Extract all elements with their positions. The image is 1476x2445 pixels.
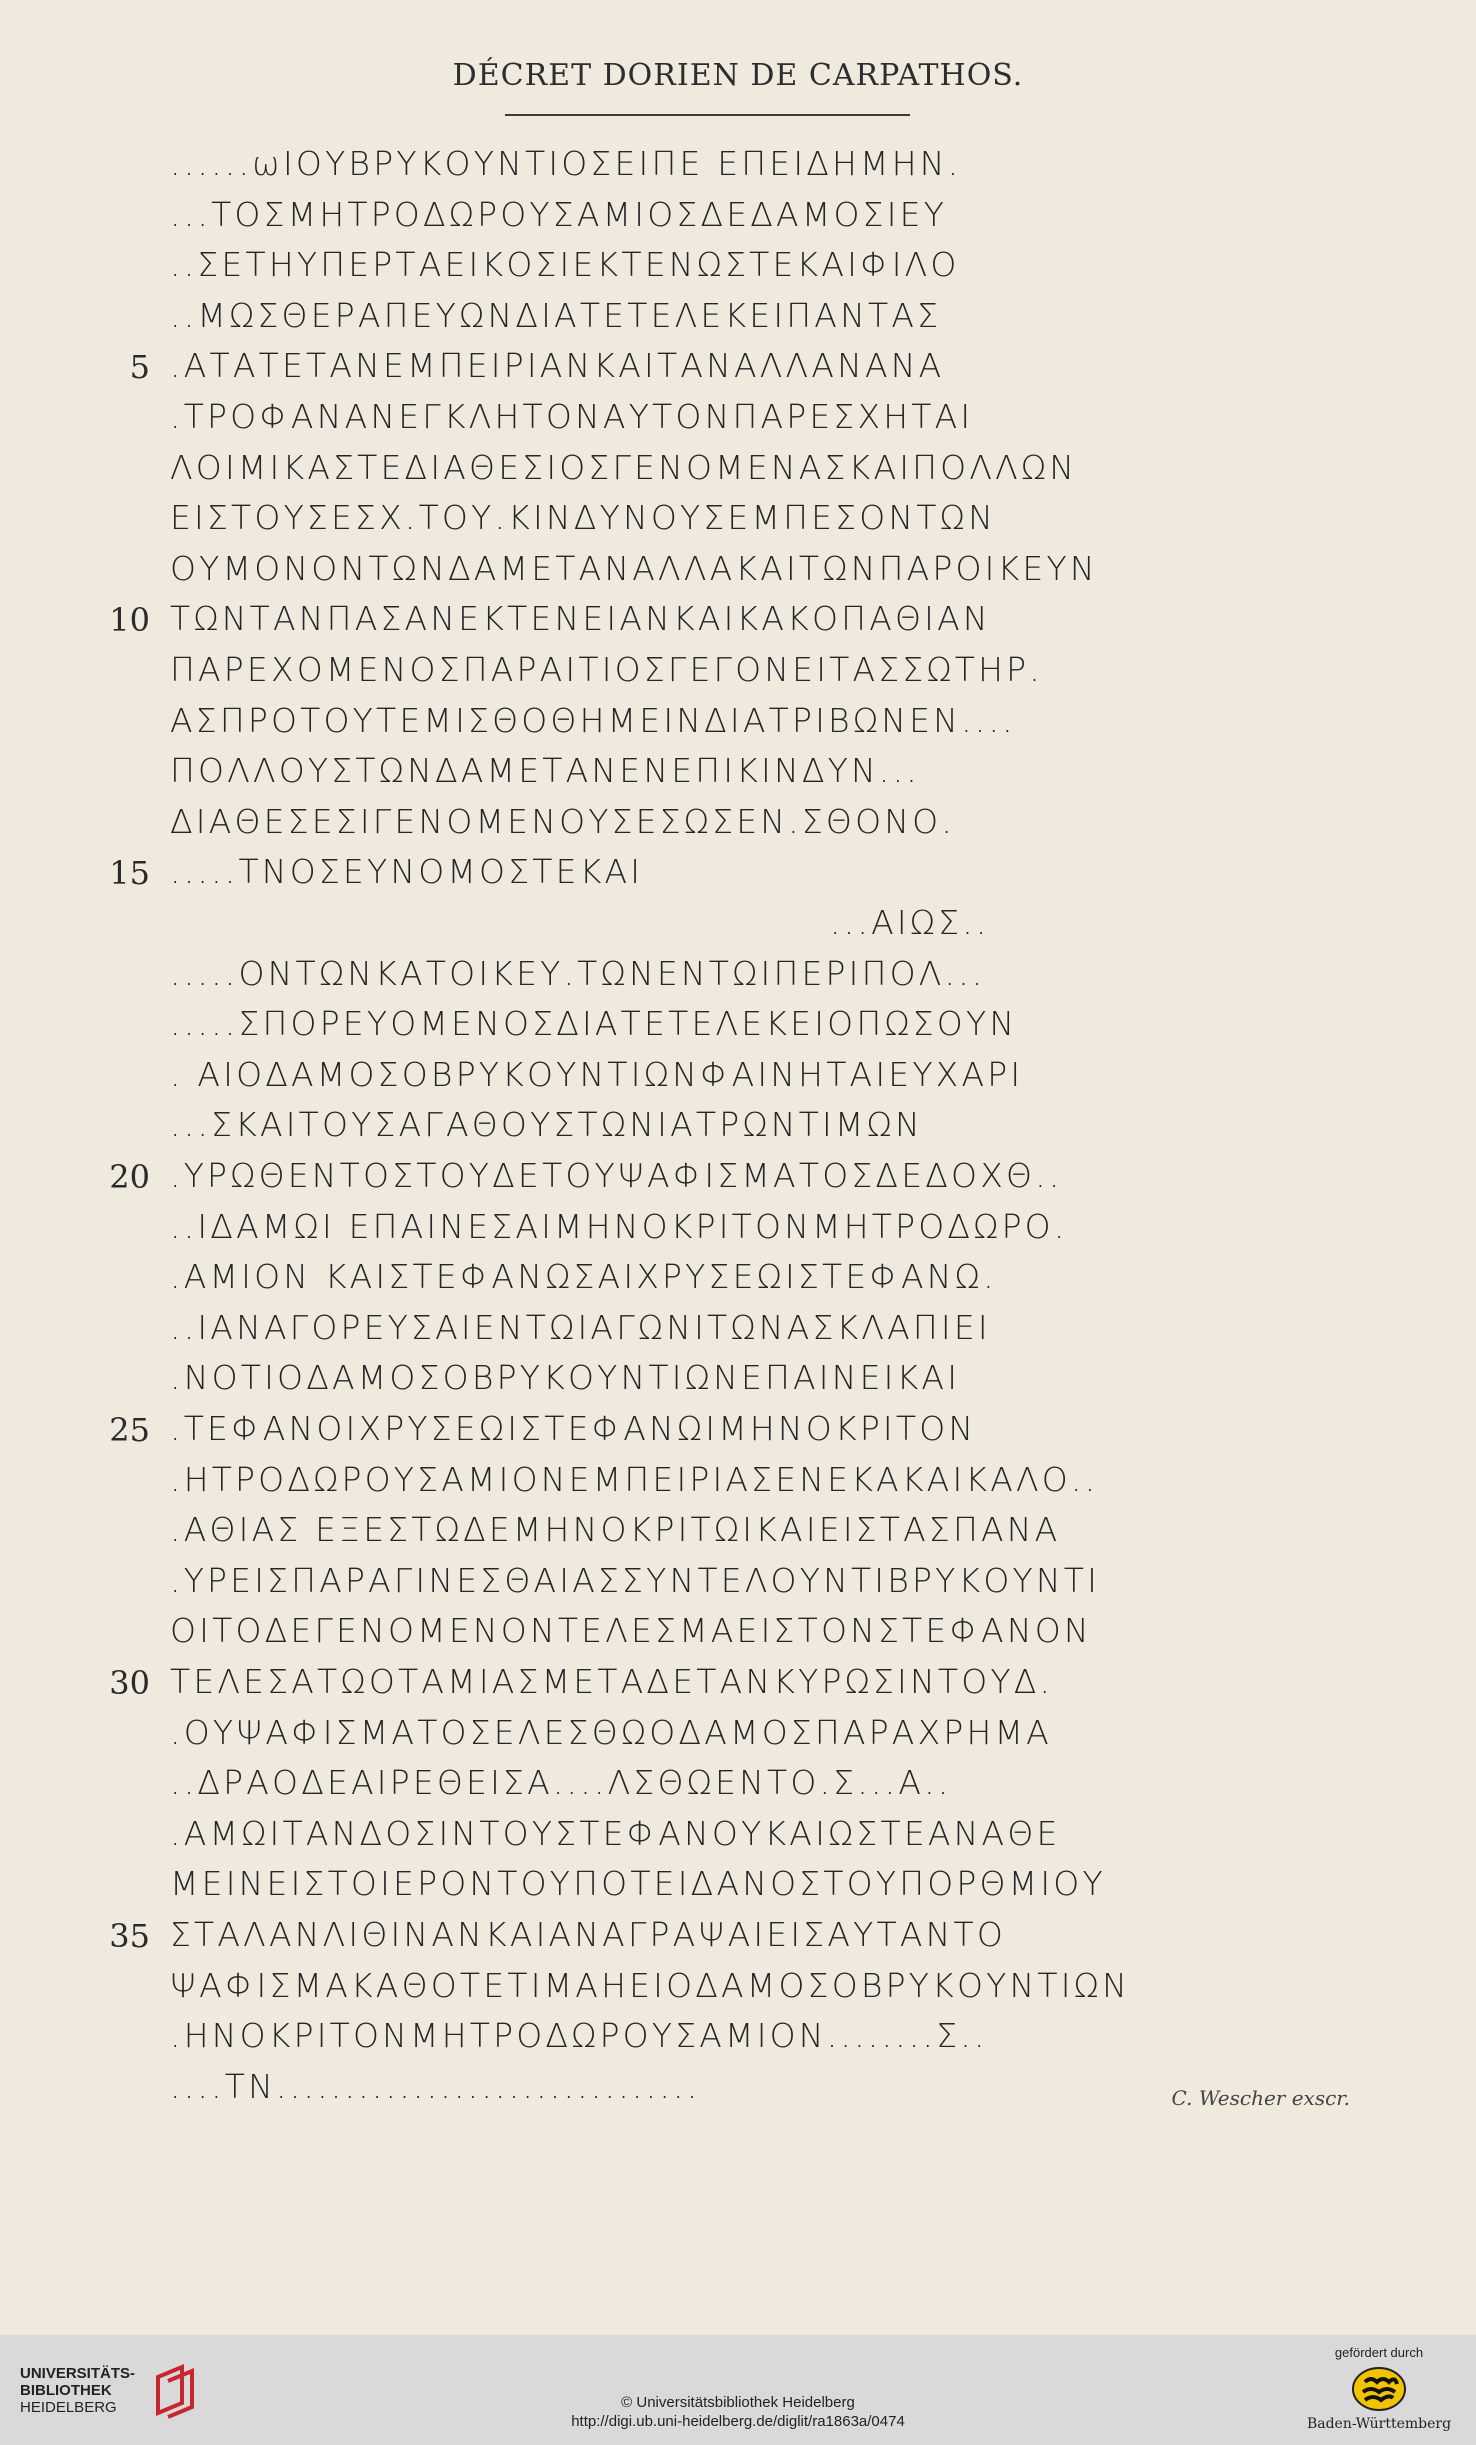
page-title: DÉCRET DORIEN DE CARPATHOS. (452, 58, 1024, 93)
inscription-line (0, 191, 1476, 241)
inscription-line (0, 1101, 1476, 1151)
line-text: ΟΙΤΟΔΕΓΕΝΟΜΕΝΟΝΤΕΛΕΣΜΑΕΙΣΤΟΝΣΤΕΦΑΝΟΝ (170, 1611, 1092, 1651)
source-url-link[interactable]: http://digi.ub.uni-heidelberg.de/diglit/ra1863a/0474 (571, 2413, 905, 2430)
line-text: ΤΩΝΤΑΝΠΑΣΑΝΕΚΤΕΝΕΙΑΝΚΑΙΚΑΚΟΠΑΘΙΑΝ (170, 599, 991, 639)
line-text: ....ΤΝ............................... (170, 2066, 701, 2106)
footer-bar (0, 2335, 1476, 2445)
line-text: .ΗΤΡΟΔΩΡΟΥΣΑΜΙΟΝΕΜΠΕΙΡΙΑΣΕΝΕΚΑΚΑΙΚΑΛΟ.. (170, 1459, 1099, 1499)
sponsor-name: Baden-Württemberg (1306, 2416, 1452, 2432)
line-number: 10 (109, 601, 150, 640)
line-text: .....ΤΝΟΣΕΥΝΟΜΟΣΤΕΚΑΙ (170, 852, 644, 892)
inscription-line (0, 140, 1476, 190)
line-text: .....ΟΝΤΩΝΚΑΤΟΙΚΕΥ.ΤΩΝΕΝΤΩΙΠΕΡΙΠΟΛ... (170, 953, 986, 993)
inscription-line (0, 595, 1476, 645)
library-name-line1: UNIVERSITÄTS- (20, 2365, 136, 2382)
line-number: 25 (109, 1411, 150, 1449)
library-name-line3: HEIDELBERG (20, 2399, 117, 2416)
inscription-line (0, 494, 1476, 544)
line-text: .ΝΟΤΙΟΔΑΜΟΣΟΒΡΥΚΟΥΝΤΙΩΝΕΠΑΙΝΕΙΚΑΙ (170, 1358, 961, 1398)
line-text: ΜΕΙΝΕΙΣΤΟΙΕΡΟΝΤΟΥΠΟΤΕΙΔΑΝΟΣΤΟΥΠΟΡΘΜΙΟΥ (170, 1864, 1106, 1904)
inscription-line (0, 798, 1476, 848)
inscription-line (0, 1354, 1476, 1404)
title-rule (505, 114, 910, 116)
line-text: .ΟΥΨΑΦΙΣΜΑΤΟΣΕΛΕΣΘΩΟΔΑΜΟΣΠΑΡΑΧΡΗΜΑ (170, 1712, 1052, 1752)
line-text: ..ΙΔΑΜΩΙ ΕΠΑΙΝΕΣΑΙΜΗΝΟΚΡΙΤΟΝΜΗΤΡΟΔΩΡΟ. (170, 1206, 1068, 1246)
line-text: ...ΑΙΩΣ.. (830, 903, 990, 942)
copyright-text: © Universitätsbibliothek Heidelberg (621, 2394, 855, 2411)
line-text: ΑΣΠΡΟΤΟΥΤΕΜΙΣΘΟΘΗΜΕΙΝΔΙΑΤΡΙΒΩΝΕΝ.... (170, 700, 1016, 740)
inscription-line (0, 1253, 1476, 1303)
line-text: .ΥΡΕΙΣΠΑΡΑΓΙΝΕΣΘΑΙΑΣΣΥΝΤΕΛΟΥΝΤΙΒΡΥΚΟΥΝΤΙ (170, 1560, 1101, 1600)
inscription-line (0, 1557, 1476, 1607)
inscription-line (0, 1152, 1476, 1202)
line-text: .ΑΤΑΤΕΤΑΝΕΜΠΕΙΡΙΑΝΚΑΙΤΑΝΑΛΛΑΝΑΝΑ (170, 346, 945, 386)
line-text: .ΥΡΩΘΕΝΤΟΣΤΟΥΔΕΤΟΥΨΑΦΙΣΜΑΤΟΣΔΕΔΟΧΘ.. (170, 1156, 1063, 1195)
inscription-line (0, 1405, 1476, 1455)
inscription-line (0, 1304, 1476, 1354)
inscription-line (0, 1860, 1476, 1910)
line-text: ......ωΙΟΥΒΡΥΚΟΥΝΤΙΟΣΕΙΠΕ ΕΠΕΙΔΗΜΗΝ. (170, 144, 962, 183)
line-text: ...ΤΟΣΜΗΤΡΟΔΩΡΟΥΣΑΜΙΟΣΔΕΔΑΜΟΣΙΕΥ (170, 194, 948, 234)
inscription-line (0, 393, 1476, 443)
line-text: ..ΔΡΑΟΔΕΑΙΡΕΘΕΙΣΑ....ΛΣΘΩΕΝΤΟ.Σ...Α.. (170, 1763, 952, 1803)
line-number: 30 (109, 1664, 150, 1702)
line-text: ..ΙΑΝΑΓΟΡΕΥΣΑΙΕΝΤΩΙΑΓΩΝΙΤΩΝΑΣΚΛΑΠΙΕΙ (170, 1307, 991, 1347)
footer-copyright (0, 2393, 1476, 2431)
line-text: ΣΤΑΛΑΝΛΙΘΙΝΑΝΚΑΙΑΝΑΓΡΑΨΑΙΕΙΣΑΥΤΑΝΤΟ (170, 1915, 1007, 1954)
inscription-line (0, 1709, 1476, 1759)
inscription-line (0, 697, 1476, 747)
line-text: .....ΣΠΟΡΕΥΟΜΕΝΟΣΔΙΑΤΕΤΕΛΕΚΕΙΟΠΩΣΟΥΝ (170, 1004, 1018, 1044)
inscription-line (0, 646, 1476, 696)
line-number: 20 (109, 1158, 150, 1196)
line-number: 35 (109, 1917, 150, 1955)
line-text: .ΑΘΙΑΣ ΕΞΕΣΤΩΔΕΜΗΝΟΚΡΙΤΩΙΚΑΙΕΙΣΤΑΣΠΑΝΑ (170, 1510, 1061, 1550)
inscription-line (0, 1506, 1476, 1556)
line-text: ΨΑΦΙΣΜΑΚΑΘΟΤΕΤΙΜΑΗΕΙΟΔΑΜΟΣΟΒΡΥΚΟΥΝΤΙΩΝ (170, 1965, 1130, 2005)
inscription-line (0, 342, 1476, 392)
line-text: ΤΕΛΕΣΑΤΩΟΤΑΜΙΑΣΜΕΤΑΔΕΤΑΝΚΥΡΩΣΙΝΤΟΥΔ. (170, 1662, 1054, 1701)
line-text: ..ΜΩΣΘΕΡΑΠΕΥΩΝΔΙΑΤΕΤΕΛΕΚΕΙΠΑΝΤΑΣ (170, 295, 942, 335)
inscription-line (0, 292, 1476, 342)
inscription-line (0, 241, 1476, 291)
line-number: 15 (109, 854, 150, 893)
line-text: ...ΣΚΑΙΤΟΥΣΑΓΑΘΟΥΣΤΩΝΙΑΤΡΩΝΤΙΜΩΝ (170, 1105, 923, 1145)
inscription-line (0, 1911, 1476, 1961)
inscription-line (0, 1658, 1476, 1708)
baden-wuerttemberg-crest-icon (1351, 2366, 1407, 2412)
line-text: .ΑΜΩΙΤΑΝΔΟΣΙΝΤΟΥΣΤΕΦΑΝΟΥΚΑΙΩΣΤΕΑΝΑΘΕ (170, 1813, 1061, 1853)
line-text: ΠΟΛΛΟΥΣΤΩΝΔΑΜΕΤΑΝΕΝΕΠΙΚΙΝΔΥΝ... (170, 751, 920, 791)
line-text: ΠΑΡΕΧΟΜΕΝΟΣΠΑΡΑΙΤΙΟΣΓΕΓΟΝΕΙΤΑΣΣΩΤΗΡ. (170, 650, 1043, 689)
line-text: ΕΙΣΤΟΥΣΕΣΧ.ΤΟΥ.ΚΙΝΔΥΝΟΥΣΕΜΠΕΣΟΝΤΩΝ (170, 498, 996, 538)
inscription-line (0, 1456, 1476, 1506)
sponsor-block (1304, 2345, 1454, 2432)
line-text: ΛΟΙΜΙΚΑΣΤΕΔΙΑΘΕΣΙΟΣΓΕΝΟΜΕΝΑΣΚΑΙΠΟΛΛΩΝ (170, 447, 1078, 487)
line-text: .ΤΕΦΑΝΟΙΧΡΥΣΕΩΙΣΤΕΦΑΝΩΙΜΗΝΟΚΡΙΤΟΝ (170, 1409, 977, 1448)
inscription-line (0, 1607, 1476, 1657)
library-name-line2: BIBLIOTHEK (20, 2382, 112, 2399)
inscription-line (0, 1759, 1476, 1809)
inscription-line (0, 545, 1476, 595)
line-text: .ΗΝΟΚΡΙΤΟΝΜΗΤΡΟΔΩΡΟΥΣΑΜΙΟΝ........Σ.. (170, 2016, 988, 2056)
inscription-line (0, 1203, 1476, 1253)
inscription-line (0, 950, 1476, 1000)
line-text: ΟΥΜΟΝΟΝΤΩΝΔΑΜΕΤΑΝΑΛΛΑΚΑΙΤΩΝΠΑΡΟΙΚΕΥΝ (170, 548, 1098, 588)
scribe-credit: C. Wescher exscr. (1171, 2086, 1350, 2110)
inscription-line (0, 747, 1476, 797)
sponsor-label: gefördert durch (1334, 2345, 1424, 2360)
line-text: .ΤΡΟΦΑΝΑΝΕΓΚΛΗΤΟΝΑΥΤΟΝΠΑΡΕΣΧΗΤΑΙ (170, 397, 974, 436)
line-text: ..ΣΕΤΗΥΠΕΡΤΑΕΙΚΟΣΙΕΚΤΕΝΩΣΤΕΚΑΙΦΙΛΟ (170, 245, 960, 285)
inscription-line (0, 444, 1476, 494)
line-number: 5 (129, 348, 150, 387)
inscription-line (0, 1962, 1476, 2012)
line-text: .ΑΜΙΟΝ ΚΑΙΣΤΕΦΑΝΩΣΑΙΧΡΥΣΕΩΙΣΤΕΦΑΝΩ. (170, 1257, 997, 1297)
line-text: . ΑΙΟΔΑΜΟΣΟΒΡΥΚΟΥΝΤΙΩΝΦΑΙΝΗΤΑΙΕΥΧΑΡΙ (170, 1054, 1024, 1094)
inscription-line (0, 1051, 1476, 1101)
inscription-line (0, 1810, 1476, 1860)
inscription-line (0, 848, 1476, 898)
inscription-line (0, 899, 1476, 949)
inscription-line (0, 1000, 1476, 1050)
inscription-line (0, 2012, 1476, 2062)
line-text: ΔΙΑΘΕΣΕΣΙΓΕΝΟΜΕΝΟΥΣΕΣΩΣΕΝ.ΣΘΟΝΟ. (170, 801, 956, 841)
